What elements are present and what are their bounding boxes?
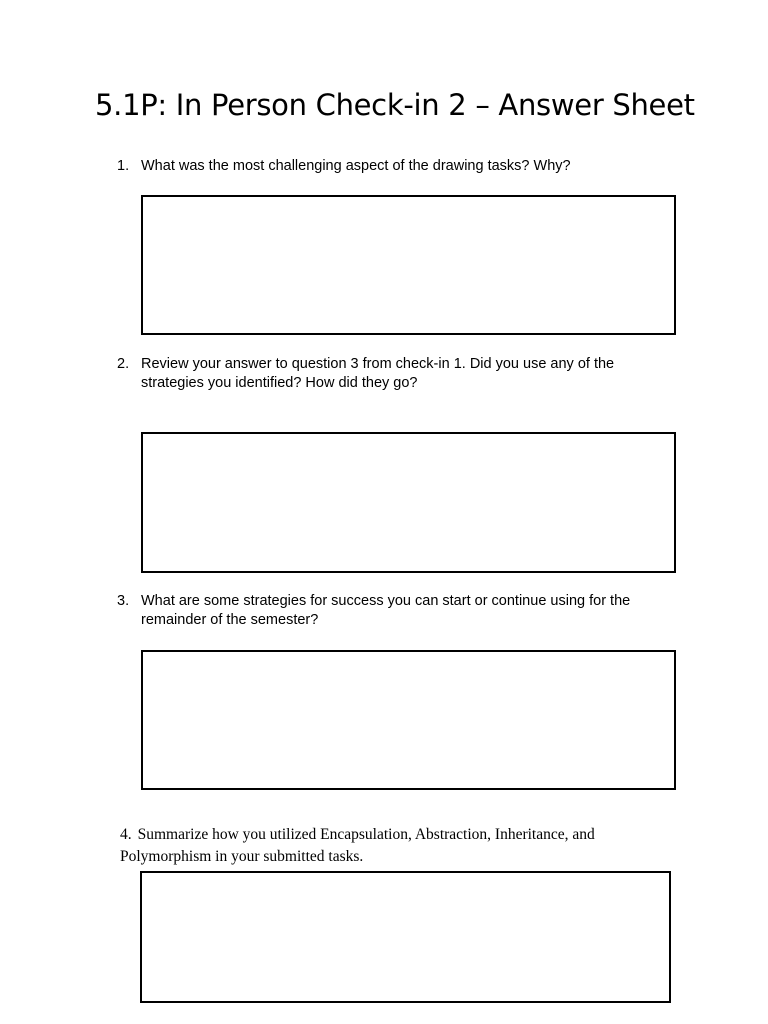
question-number: 4. <box>120 826 132 843</box>
question-text: What was the most challenging aspect of the drawing tasks? Why? <box>141 158 571 174</box>
page-title: 5.1P: In Person Check-in 2 – Answer Sheet <box>95 88 695 122</box>
answer-box-3[interactable] <box>141 650 676 790</box>
question-number: 1. <box>117 158 130 174</box>
question-number: 3. <box>117 593 130 609</box>
answer-box-4[interactable] <box>140 871 671 1003</box>
question-text: Summarize how you utilized Encapsulation, Abstraction, Inheritance, and Polymorphism in your submitted tasks. <box>120 826 595 865</box>
question-3 <box>117 592 677 630</box>
answer-box-1[interactable] <box>141 195 676 335</box>
question-text: What are some strategies for success you can start or continue using for the remainder of the semester? <box>141 593 631 628</box>
question-number: 2. <box>117 356 130 372</box>
question-text: Review your answer to question 3 from check-in 1. Did you use any of the strategies you identified? How did they go? <box>141 356 615 391</box>
question-4 <box>120 824 680 868</box>
answer-box-2[interactable] <box>141 432 676 573</box>
question-1 <box>117 157 677 176</box>
question-2 <box>117 355 677 393</box>
